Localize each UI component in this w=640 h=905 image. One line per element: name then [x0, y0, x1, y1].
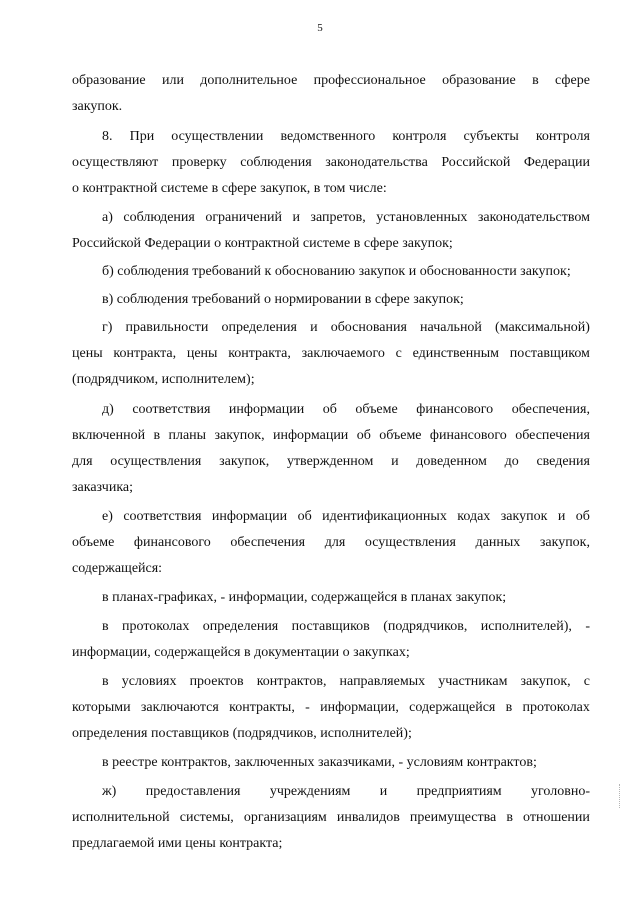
text-line: (подрядчиком, исполнителем);	[72, 372, 255, 387]
text-line: содержащейся:	[72, 561, 163, 576]
text-line: а) соблюдения ограничений и запретов, установленных законодательством	[102, 210, 590, 225]
text-line: 8. При осуществлении ведомственного контроля субъекты контроля	[102, 129, 590, 144]
text-line: б) соблюдения требований к обоснованию закупок и обоснованности закупок;	[102, 264, 571, 279]
text-line: г) правильности определения и обоснования начальной (максимальной)	[102, 320, 590, 335]
scan-edge-mark	[619, 784, 620, 808]
document-body	[72, 68, 590, 857]
text-line: Российской Федерации о контрактной системе в сфере закупок;	[72, 236, 453, 251]
text-line: определения поставщиков (подрядчиков, исполнителей);	[72, 726, 412, 741]
text-line: цены контракта, цены контракта, заключаемого с единственным поставщиком	[72, 346, 590, 361]
text-line: предлагаемой ими цены контракта;	[72, 836, 283, 851]
text-line: ж) предоставления учреждениям и предприятиям уголовно-	[102, 784, 590, 799]
text-line: в реестре контрактов, заключенных заказчиками, - условиям контрактов;	[102, 755, 537, 770]
text-line: для осуществления закупок, утвержденном и доведенном до сведения	[72, 454, 590, 469]
text-line: осуществляют проверку соблюдения законодательства Российской Федерации	[72, 155, 590, 170]
text-line: в протоколах определения поставщиков (подрядчиков, исполнителей), -	[102, 619, 590, 634]
page-number: 5	[317, 22, 323, 34]
text-line: е) соответствия информации об идентификационных кодах закупок и об	[102, 509, 590, 524]
text-line: о контрактной системе в сфере закупок, в том числе:	[72, 181, 387, 196]
text-line: в планах-графиках, - информации, содержащейся в планах закупок;	[102, 590, 507, 605]
text-line: исполнительной системы, организациям инвалидов преимущества в отношении	[72, 810, 590, 825]
text-line: информации, содержащейся в документации о закупках;	[72, 645, 410, 660]
text-line: объеме финансового обеспечения для осуществления данных закупок,	[72, 535, 590, 550]
text-line: в) соблюдения требований о нормировании в сфере закупок;	[102, 292, 464, 307]
text-line: д) соответствия информации об объеме финансового обеспечения,	[102, 402, 590, 417]
text-line: заказчика;	[72, 480, 134, 495]
text-line: в условиях проектов контрактов, направляемых участникам закупок, с	[102, 674, 590, 689]
text-line: включенной в планы закупок, информации об объеме финансового обеспечения	[72, 428, 590, 443]
text-line: образование или дополнительное профессиональное образование в сфере	[72, 73, 590, 88]
text-line: которыми заключаются контракты, - информации, содержащейся в протоколах	[72, 700, 590, 715]
text-line: закупок.	[72, 99, 123, 114]
